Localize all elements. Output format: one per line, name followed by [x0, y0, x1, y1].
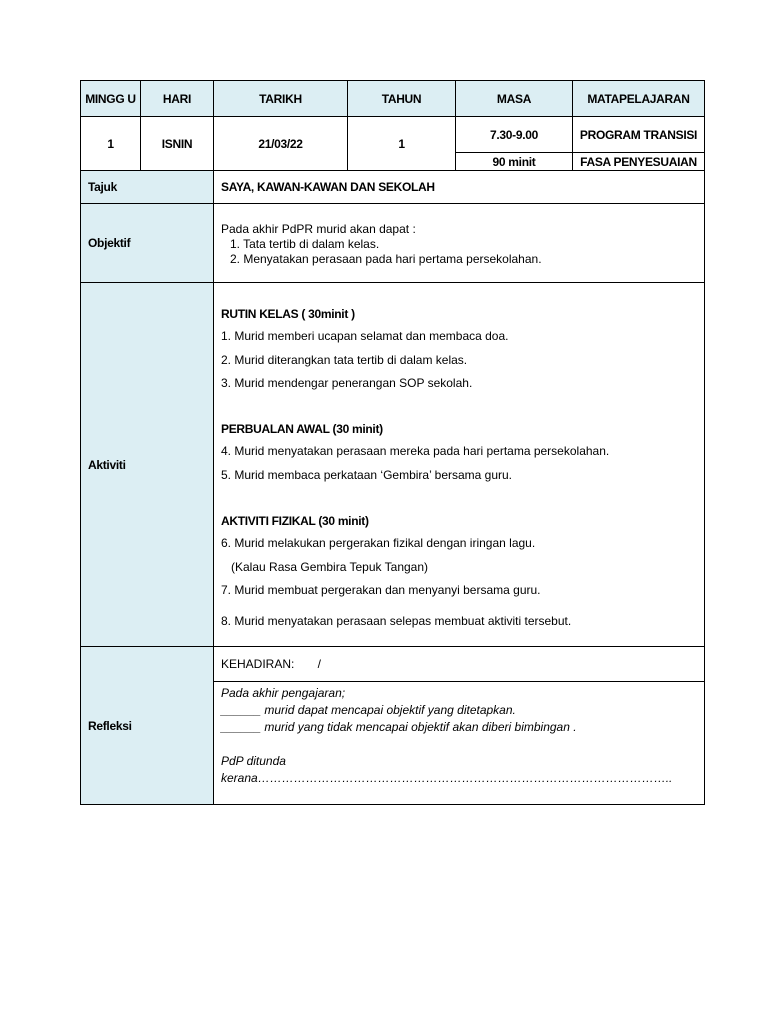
objektif-item-1: 1. Tata tertib di dalam kelas. [230, 237, 380, 251]
refleksi-kehadiran [214, 647, 704, 682]
aktiviti-item: 8. Murid menyatakan perasaan selepas membuat aktiviti tersebut. [221, 614, 572, 628]
tajuk-label [81, 171, 214, 203]
aktiviti-item: 2. Murid diterangkan tata tertib di dalam kelas. [221, 353, 468, 367]
info-subject-text: PROGRAM TRANSISI [579, 127, 698, 142]
refleksi-line: PdP ditunda [221, 754, 286, 768]
tajuk-value [214, 171, 704, 203]
aktiviti-item: 3. Murid mendengar penerangan SOP sekolah. [221, 376, 473, 390]
info-masa-duration [456, 153, 572, 170]
objektif-row [81, 204, 704, 283]
header-row [81, 81, 704, 117]
tajuk-value-text: SAYA, KAWAN-KAWAN DAN SEKOLAH [221, 180, 435, 194]
aktiviti-item: 7. Murid membuat pergerakan dan menyanyi bersama guru. [221, 583, 541, 597]
header-tarikh-text: TARIKH [259, 91, 302, 106]
refleksi-notes [214, 682, 704, 804]
objektif-content [214, 204, 704, 282]
refleksi-label [81, 647, 214, 804]
refleksi-content [214, 647, 704, 804]
info-masa [456, 117, 573, 170]
header-masa-text: MASA [496, 91, 532, 106]
tajuk-row [81, 171, 704, 204]
header-masa [456, 81, 573, 116]
objektif-intro: Pada akhir PdPR murid akan dapat : [221, 222, 416, 236]
header-minggu-text: MINGG U [85, 91, 136, 106]
info-phase-text: FASA PENYESUAIAN [580, 154, 697, 169]
header-tarikh [214, 81, 348, 116]
info-minggu [81, 117, 141, 170]
info-tahun-text: 1 [398, 136, 405, 151]
aktiviti-label-text: Aktiviti [88, 457, 126, 472]
refleksi-line: kerana………………………………………………………………………………………….. [221, 771, 673, 785]
info-subject [573, 117, 704, 170]
aktiviti-item: 4. Murid menyatakan perasaan mereka pada hari pertama persekolahan. [221, 444, 610, 458]
aktiviti-section-2-title: PERBUALAN AWAL (30 minit) [221, 422, 383, 436]
aktiviti-content [214, 283, 704, 646]
aktiviti-item: 5. Murid membaca perkataan ‘Gembira’ bersama guru. [221, 468, 513, 482]
refleksi-kehadiran-text: KEHADIRAN: / [221, 656, 322, 671]
info-masa-time-text: 7.30-9.00 [489, 127, 538, 142]
info-minggu-text: 1 [107, 136, 114, 151]
refleksi-line: ______ murid yang tidak mencapai objektif akan diberi bimbingan . [221, 720, 577, 734]
info-tarikh [214, 117, 348, 170]
objektif-label-text: Objektif [88, 236, 131, 250]
info-row [81, 117, 704, 171]
info-subject-name [573, 117, 704, 153]
info-hari [141, 117, 214, 170]
info-masa-time [456, 117, 572, 153]
info-tarikh-text: 21/03/22 [258, 136, 303, 151]
objektif-label [81, 204, 214, 282]
info-tahun [348, 117, 456, 170]
header-tahun [348, 81, 456, 116]
aktiviti-label [81, 283, 214, 646]
header-hari-text: HARI [162, 91, 192, 106]
header-hari [141, 81, 214, 116]
aktiviti-item: (Kalau Rasa Gembira Tepuk Tangan) [231, 560, 429, 574]
tajuk-label-text: Tajuk [88, 180, 117, 194]
header-matapelajaran [573, 81, 704, 116]
objektif-item-2: 2. Menyatakan perasaan pada hari pertama persekolahan. [230, 252, 542, 266]
info-subject-phase [573, 153, 704, 170]
aktiviti-item: 6. Murid melakukan pergerakan fizikal dengan iringan lagu. [221, 536, 536, 550]
aktiviti-section-3-title: AKTIVITI FIZIKAL (30 minit) [221, 514, 369, 528]
aktiviti-item: 1. Murid memberi ucapan selamat dan membaca doa. [221, 329, 509, 343]
refleksi-line: Pada akhir pengajaran; [221, 686, 346, 700]
header-matapelajaran-text: MATAPELAJARAN [587, 91, 690, 106]
refleksi-row [81, 647, 704, 804]
refleksi-label-text: Refleksi [88, 718, 132, 733]
header-minggu [81, 81, 141, 116]
lesson-plan-table [80, 80, 705, 805]
aktiviti-row [81, 283, 704, 647]
aktiviti-section-1-title: RUTIN KELAS ( 30minit ) [221, 307, 355, 321]
refleksi-line: ______ murid dapat mencapai objektif yang ditetapkan. [221, 703, 516, 717]
header-tahun-text: TAHUN [381, 91, 422, 106]
info-hari-text: ISNIN [161, 136, 193, 151]
info-masa-duration-text: 90 minit [492, 154, 536, 169]
